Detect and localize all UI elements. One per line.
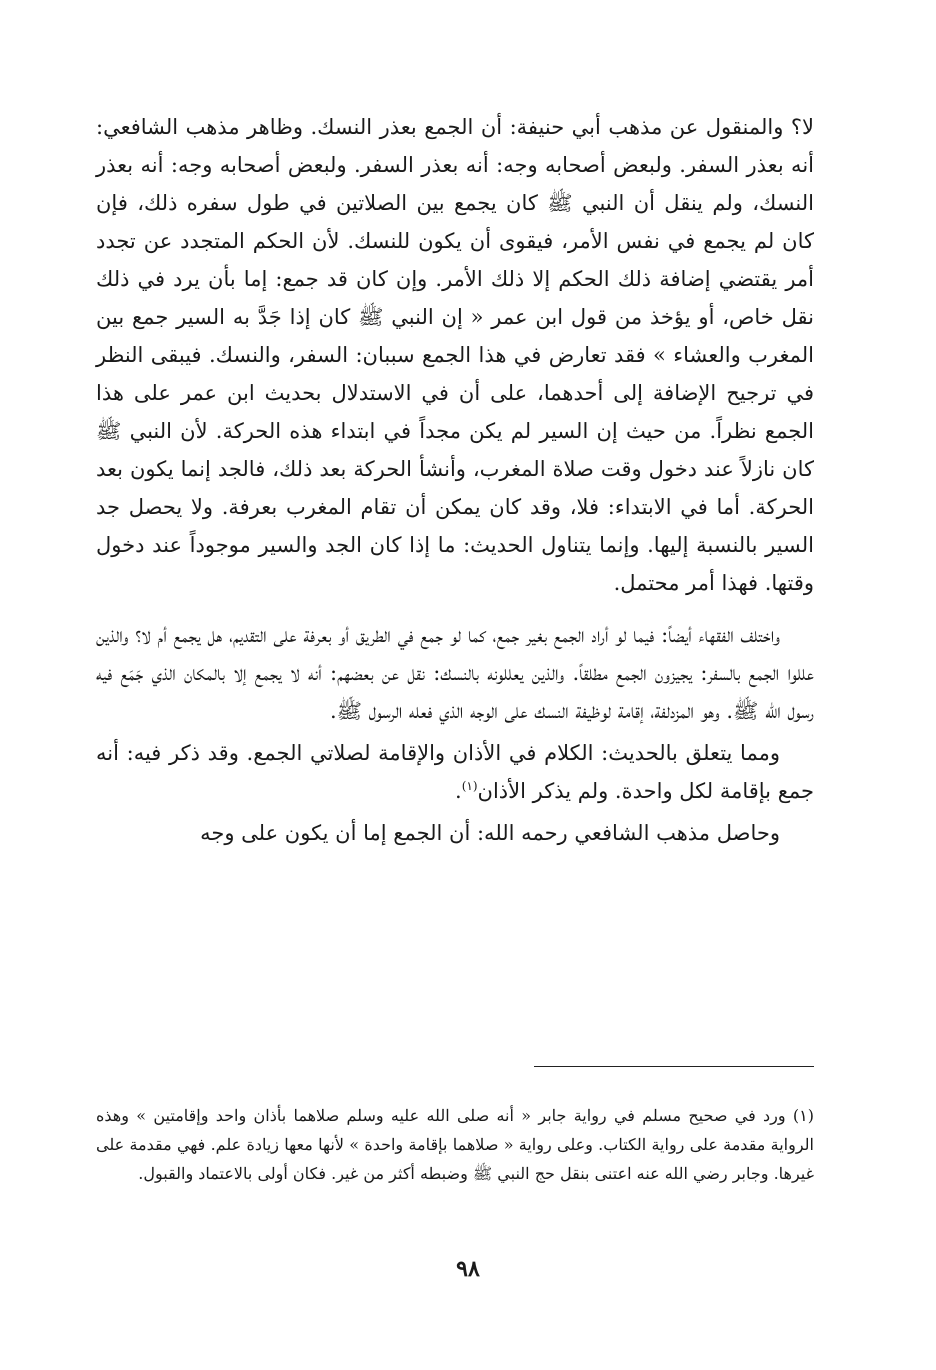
paragraph-1: لا؟ والمنقول عن مذهب أبي حنيفة: أن الجمع بعذر النسك. وظاهر مذهب الشافعي: أنه بعذر السفر. ولبعض أصحابه وجه: أنه بعذر السفر. ولبعض أصحابه وجه: أنه بعذر النسك، ولم ينقل أن النبي ﷺ كان يجمع بين الصلاتين في طول سفره ذلك، فإن كان لم يجمع في نفس الأمر، فيقوى أن يكون للنسك. لأن الحكم المتجدد عن تجدد أمر يقتضي إضافة ذلك الحكم إلا ذلك الأمر. وإن كان قد جمع: إما بأن يرد في ذلك نقل خاص، أو يؤخذ من قول ابن عمر « إن النبي ﷺ كان إذا جَدَّ به السير جمع بين المغرب والعشاء » فقد تعارض في هذا الجمع سببان: السفر، والنسك. فيبقى النظر في ترجيح الإضافة إلى أحدهما، على أن في الاستدلال بحديث ابن عمر على هذا الجمع نظراً. من حيث إن السير لم يكن مجداً في ابتداء هذه الحركة. لأن النبي ﷺ كان نازلاً عند دخول وقت صلاة المغرب، وأنشأ الحركة بعد ذلك، فالجد إنما يكون بعد الحركة. أما في الابتداء: فلا، وقد كان يمكن أن تقام المغرب بعرفة. ولا يحصل جد السير بالنسبة إليها. وإنما يتناول الحديث: ما إذا كان الجد والسير موجوداً عند دخول وقتها. فهذا أمر محتمل. <box>96 115 814 595</box>
paragraph-3-text: ومما يتعلق بالحديث: الكلام في الأذان والإقامة لصلاتي الجمع. وقد ذكر فيه: أنه جمع بإقامة لكل واحدة. ولم يذكر الأذان <box>96 741 814 803</box>
page-number: ٩٨ <box>456 1256 480 1282</box>
paragraph-4: وحاصل مذهب الشافعي رحمه الله: أن الجمع إما أن يكون على وجه <box>200 821 780 845</box>
paragraph-3-end: . <box>455 779 462 803</box>
paragraph-3 <box>96 734 814 810</box>
footnote-1: (١) ورد في صحيح مسلم في رواية جابر « أنه صلى الله عليه وسلم صلاهما بأذان واحد وإقامتين » وهذه الرواية مقدمة على رواية الكتاب. وعلى رواية « صلاهما بإقامة واحدة » لأنها معها زيادة علم. فهي مقدمة على غيرها. وجابر رضي الله عنه اعتنى بنقل حج النبي ﷺ وضبطه أكثر من غير. فكان أولى بالاعتماد والقبول. <box>96 1106 815 1183</box>
main-text-body <box>96 108 814 852</box>
footnote-divider <box>534 1066 814 1067</box>
footnotes-section <box>96 1101 814 1188</box>
paragraph-2: واختلف الفقهاء أيضاً: فيما لو أراد الجمع بغير جمع، كما لو جمع في الطريق أو بعرفة على التقديم، هل يجمع أم لا؟ والذين عللوا الجمع بالسفر: يجيزون الجمع مطلقاً. والذين يعللونه بالنسك: نقل عن بعضهم: أنه لا يجمع إلا بالمكان الذي جَمَع فيه رسول الله ﷺ. وهو المزدلفة، إقامة لوظيفة النسك على الوجه الذي فعله الرسول ﷺ. <box>96 623 814 723</box>
footnote-reference: (١) <box>461 779 478 793</box>
